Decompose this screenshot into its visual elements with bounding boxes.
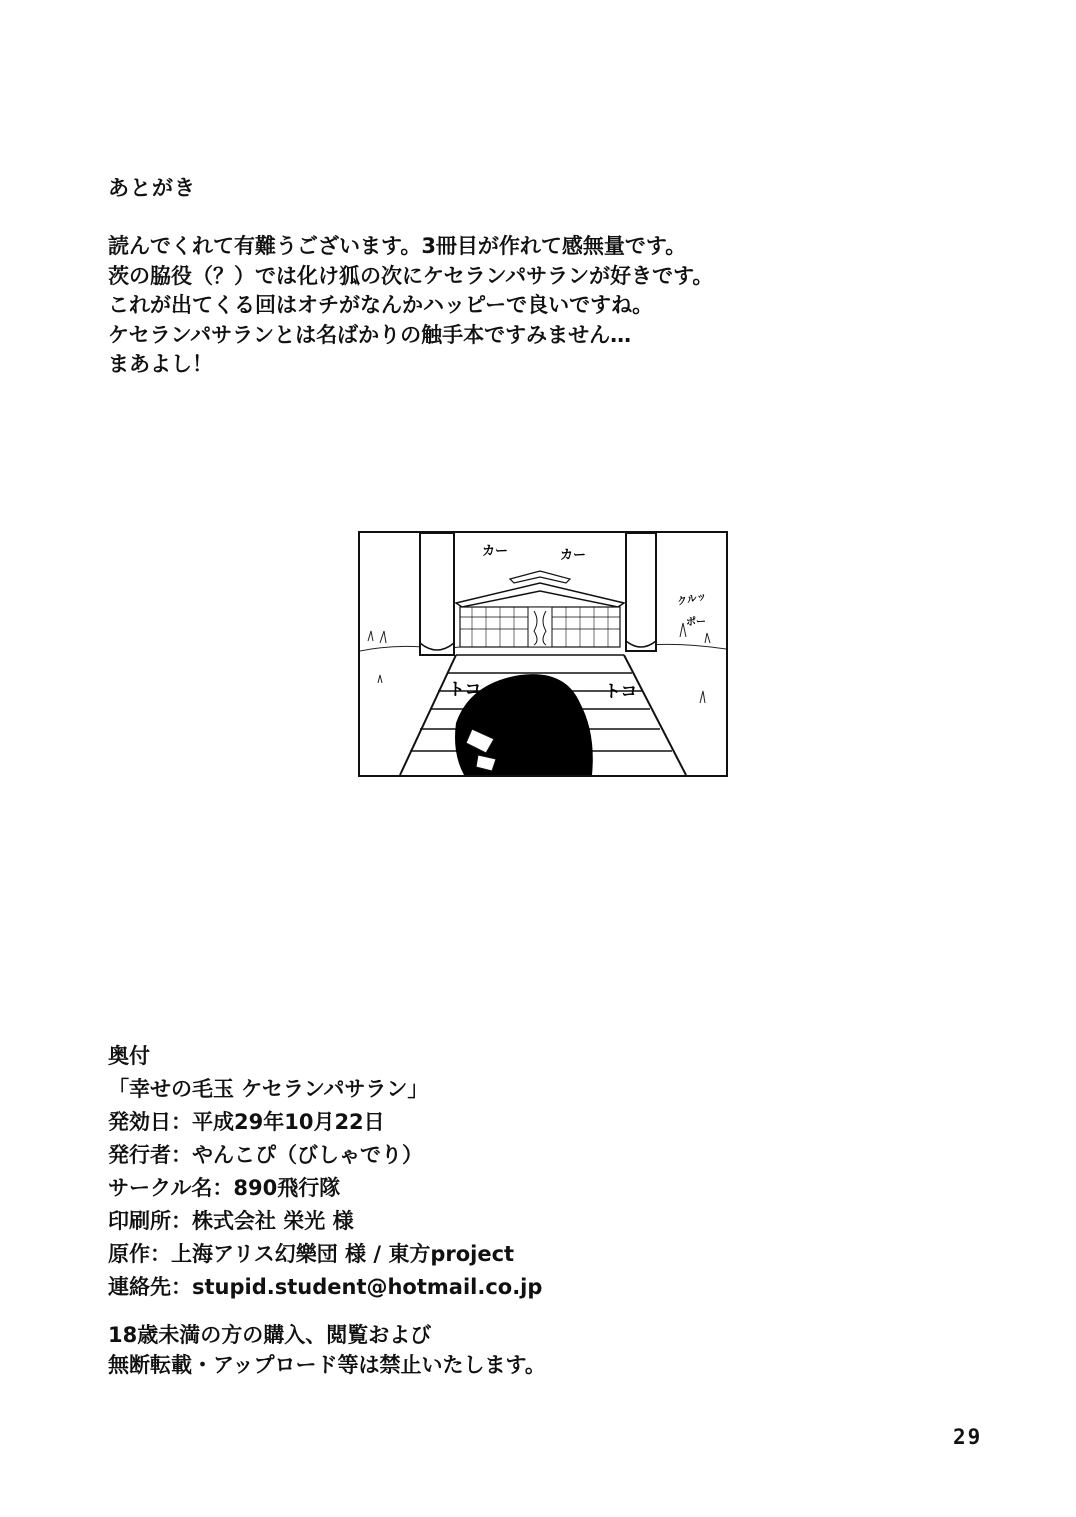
sfx-crow-1: カー [482, 544, 509, 559]
manga-panel-illustration [358, 531, 728, 777]
afterword-line: ケセランパサランとは名ばかりの触手本ですみません… [108, 322, 632, 347]
sfx-pigeon-1: クルッ [676, 590, 708, 608]
afterword-line: 茨の脇役（？）では化け狐の次にケセランパサランが好きです。 [108, 263, 714, 288]
age-restriction-notice [108, 1320, 546, 1380]
notice-line: 無断転載・アップロード等は禁止いたします。 [108, 1353, 546, 1377]
colophon-line: 「幸せの毛玉 ケセランパサラン」 [108, 1077, 429, 1101]
shrine-scene-drawing [360, 533, 726, 775]
colophon-line: サークル名：890飛行隊 [108, 1176, 341, 1200]
afterword-line: まあよし！ [108, 352, 213, 376]
colophon-line: 発行者：やんこぴ（びしゃでり） [108, 1143, 423, 1167]
colophon [108, 1040, 542, 1304]
notice-line: 18歳未満の方の購入、閲覧および [108, 1323, 432, 1347]
colophon-line: 連絡先：stupid.student@hotmail.co.jp [108, 1275, 543, 1299]
page-number: 29 [953, 1425, 983, 1449]
afterword-body [108, 232, 713, 380]
afterword-title: あとがき [108, 176, 196, 200]
colophon-heading: 奥付 [108, 1044, 150, 1068]
sfx-pigeon-2: ポー [686, 617, 706, 628]
afterword-line: 読んでくれて有難うございます。3冊目が作れて感無量です。 [108, 234, 687, 258]
sfx-step-2: トコ [604, 682, 638, 702]
colophon-line: 印刷所：株式会社 栄光 様 [108, 1209, 354, 1233]
afterword-line: これが出てくる回はオチがなんかハッピーで良いですね。 [108, 293, 654, 317]
colophon-line: 原作：上海アリス幻樂団 様 / 東方project [108, 1242, 515, 1266]
colophon-line: 発効日：平成29年10月22日 [108, 1110, 385, 1134]
sfx-crow-2: カー [560, 548, 587, 563]
sfx-step-1: トコ [448, 680, 482, 700]
